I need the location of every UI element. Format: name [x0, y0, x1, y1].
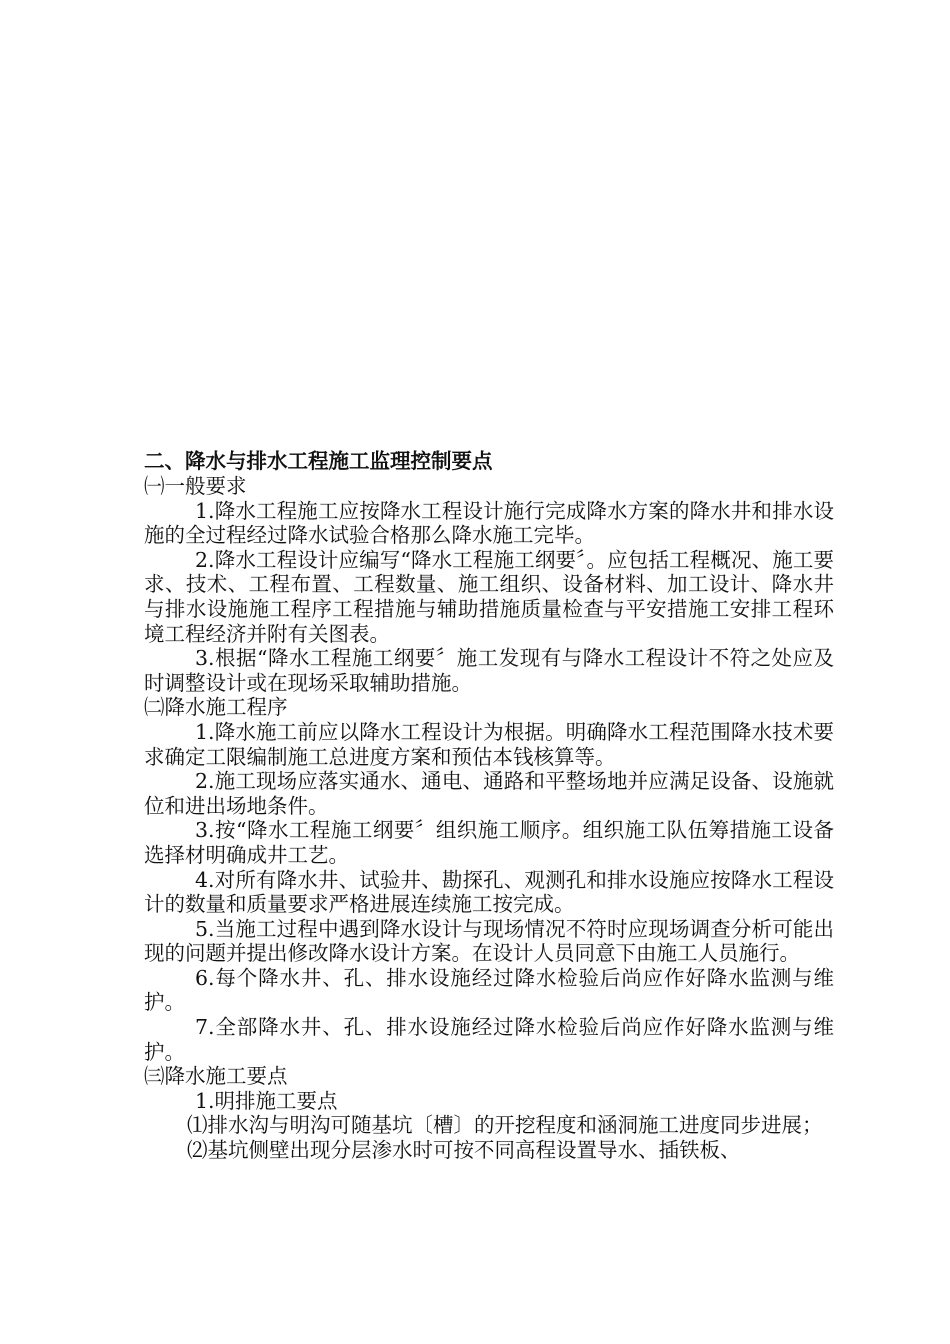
document-body: [144, 448, 834, 1163]
paragraph: 2.降水工程设计应编写“降水工程施工纲要〞。应包括工程概况、施工要求、技术、工程布置、工程数量、施工组织、设备材料、加工设计、降水井与排水设施施工程序工程措施与辅助措施质量检查与平安措施工安排工程环境工程经济并附有关图表。: [144, 547, 834, 646]
paragraph: 6.每个降水井、孔、排水设施经过降水检验后尚应作好降水监测与维护。: [144, 965, 834, 1015]
subsection-title-procedure: ㈡降水施工程序: [144, 695, 288, 720]
list-item: ⑵基坑侧壁出现分层渗水时可按不同高程设置导水、插铁板、: [187, 1138, 741, 1163]
paragraph: 5.当施工过程中遇到降水设计与现场情况不符时应现场调查分析可能出现的问题并提出修改降水设计方案。在设计人员同意下由施工人员施行。: [144, 916, 834, 966]
section-heading: 二、降水与排水工程施工监理控制要点: [144, 449, 493, 473]
list-item: ⑴排水沟与明沟可随基坑〔槽〕的开挖程度和涵洞施工进度同步进展；: [187, 1113, 823, 1138]
paragraph: 3.根据“降水工程施工纲要〞施工发现有与降水工程设计不符之处应及时调整设计或在现场采取辅助措施。: [144, 646, 834, 695]
paragraph: 1.降水施工前应以降水工程设计为根据。明确降水工程范围降水技术要求确定工限编制施工总进度方案和预估本钱核算等。: [144, 719, 834, 769]
paragraph: 1.降水工程施工应按降水工程设计施行完成降水方案的降水井和排水设施的全过程经过降水试验合格那么降水施工完毕。: [144, 498, 834, 548]
subsection-title-general-requirements: ㈠一般要求: [144, 474, 247, 498]
paragraph: 4.对所有降水井、试验井、勘探孔、观测孔和排水设施应按降水工程设计的数量和质量要求严格进展连续施工按完成。: [144, 867, 834, 917]
paragraph: 3.按“降水工程施工纲要〞组织施工顺序。组织施工队伍筹措施工设备选择材明确成井工艺。: [144, 818, 834, 867]
paragraph: 7.全部降水井、孔、排水设施经过降水检验后尚应作好降水监测与维护。: [144, 1015, 834, 1064]
paragraph: 2.施工现场应落实通水、通电、通路和平整场地并应满足设备、设施就位和进出场地条件。: [144, 769, 834, 818]
subsection-title-key-points: ㈢降水施工要点: [144, 1064, 288, 1089]
paragraph: 1.明排施工要点: [195, 1088, 338, 1113]
